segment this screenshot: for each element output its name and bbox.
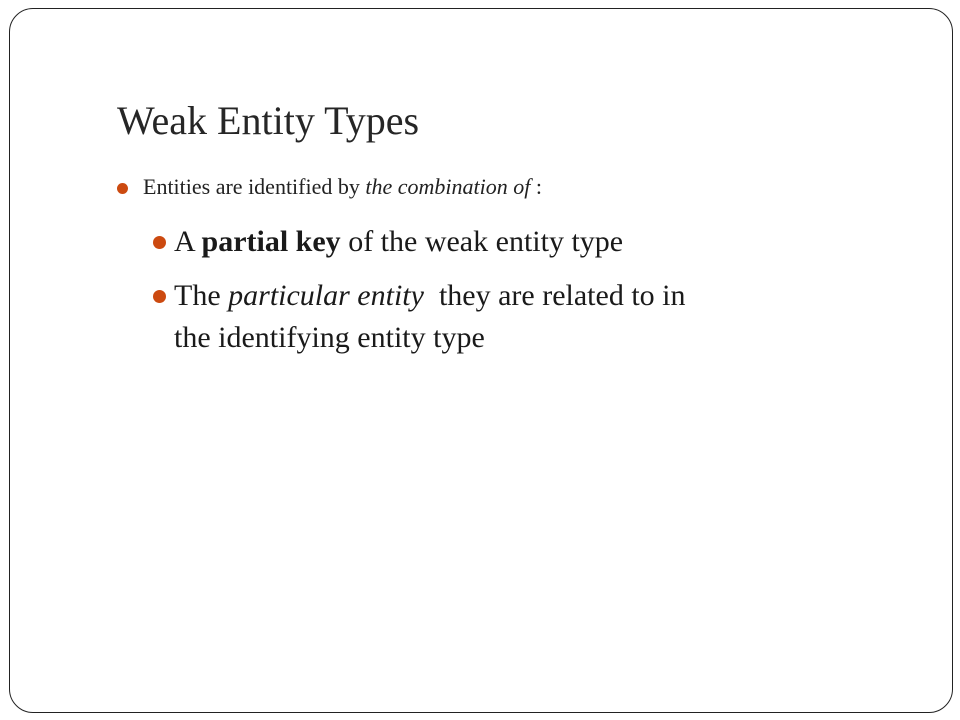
sub-bullet-emphasis: particular entity [228,279,424,312]
bullet-dot-icon [117,183,128,194]
bullet-text [117,174,542,199]
sub-bullet-text [153,221,623,263]
slide-frame [9,8,953,713]
sub-bullet-prefix: The [174,279,229,312]
bullet-emphasis: the combination of [365,174,531,199]
sub-bullet-text [153,275,933,359]
bullet-suffix: : [530,174,542,199]
sub-bullet-line1-suffix: they are related to in [423,279,686,312]
sub-bullet-strong: partial key [201,225,341,258]
slide-title: Weak Entity Types [117,98,420,143]
sub-bullet-particular-entity [153,275,933,359]
bullet-entities-identified [117,172,542,202]
sub-bullet-partial-key [153,221,623,263]
sub-bullet-prefix: A [174,225,202,258]
bullet-dot-icon [153,236,166,249]
sub-bullet-suffix: of the weak entity type [340,225,624,258]
sub-bullet-line-2: the identifying entity type [174,321,485,354]
sub-bullet-line-1 [174,275,933,317]
bullet-dot-icon [153,290,166,303]
bullet-prefix: Entities are identified by [143,174,366,199]
